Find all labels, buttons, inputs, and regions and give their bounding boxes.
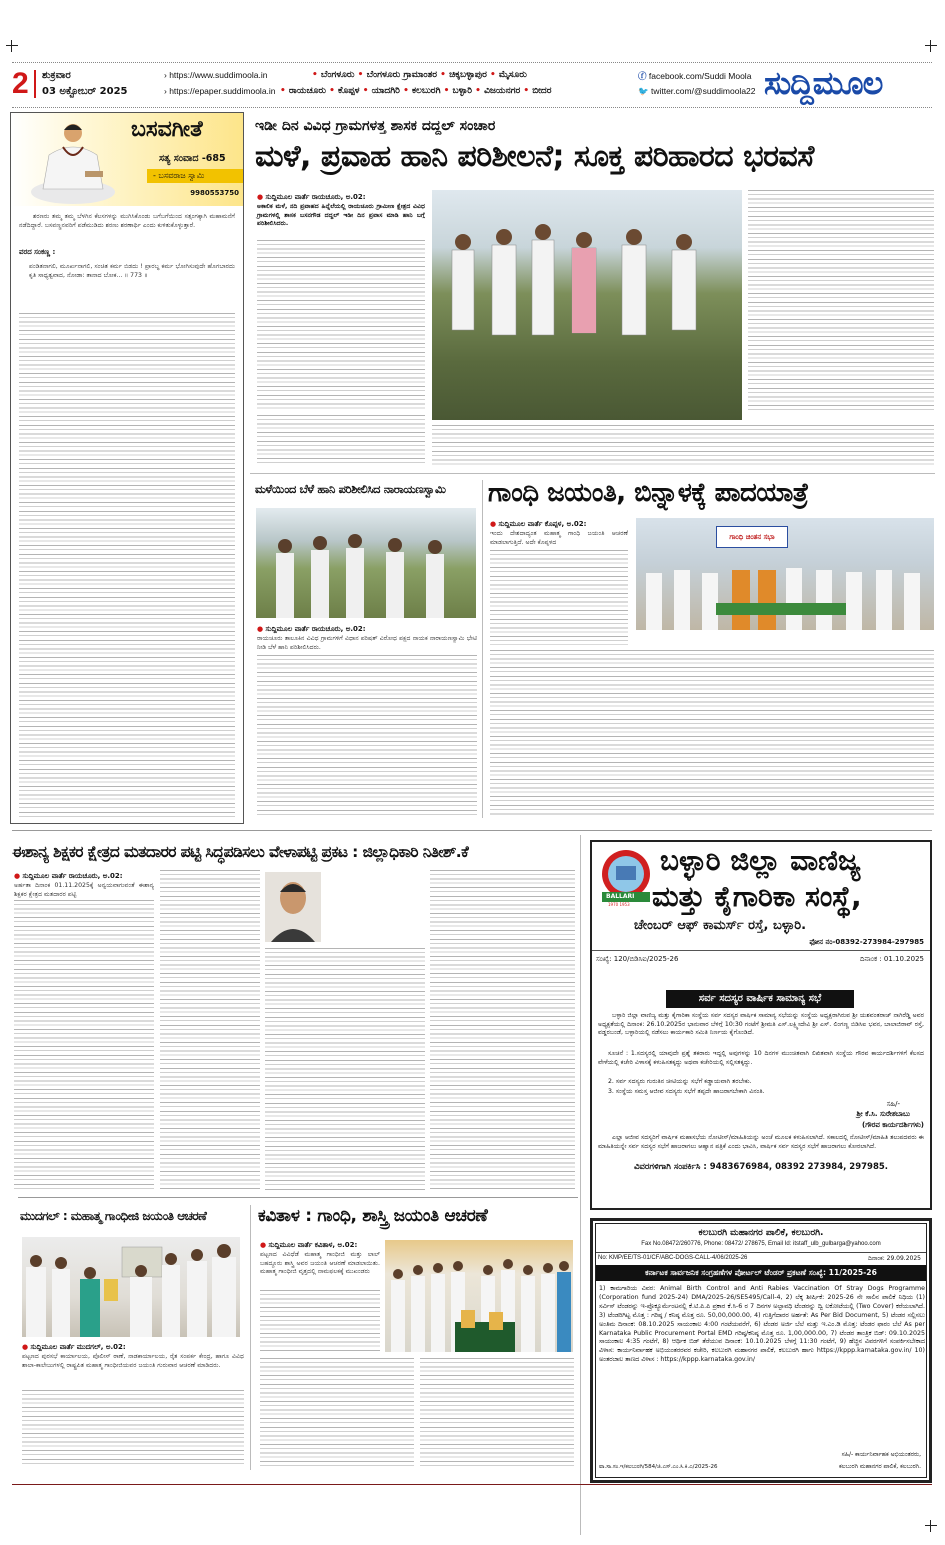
facebook-icon: ⓕ xyxy=(638,71,647,81)
tender-body: 1) ಕಾಮಗಾರಿಯ ವಿವರ: Animal Birth Control and Anti Rabies Vaccination Of Stray Dogs Programme (Corporation fund 2025-24) DMA/2025-26/SE5495/Call-4, 2) ಲೆಕ್ಕ ಶೀರ್ಷಿಕೆ: 2025-26 ನೇ ಸಾಲಿನ ಪಾಲಿಕೆ ನಿಧಿಯ (1) ಸರ್ವಿಸ್ ಟೆಂಡರನ್ನು ಇ-ಪ್ರೊಕ್ಯೂರ್ಮೆಂಟನಲ್ಲಿ ಕೆ.ಟಿ.ಪಿ.ಪಿ ಪ್ರಕಾರ ಕೆ.ಸಿ-6 ರ 7 ದಿನಗಳ ಅಲ್ಪಾವಧಿ ಟೆಂಡರನ್ನು ದ್ವಿ ಲಕೋಟೆಯಲ್ಲಿ (Two Cover) ಕರೆಯಲಾಗಿದೆ. 3) ಟೆಂಡರಿಗಿಟ್ಟ ಮೊತ್ತ : ಗರಿಷ್ಠ / ಕನಿಷ್ಠ ಮೊತ್ತ ರೂ. 50,00,000.00, 4) ಗುತ್ತಿಗೆದಾರರ ಅರ್ಹತೆ: As Per Bid Document, 5) ಟೆಂಡರ ಸಲ್ಲಿಸಲು ಅಂತಿಮ ದಿನಾಂಕ: 08.10.2025 ಸಾಯಂಕಾಲ 4:00 ಗಂಟೆಯವರೆಗೆ, 6) ಟೆಂಡರ ಅರ್ಜಿ ಬೆಲೆ ಮತ್ತು ಇ.ಎಂ.ಡಿ ಮೊತ್ತ: ಟೆಂಡರ ಫಾರಂ ಬೆಲೆ As per Karnataka Public Procurement Portal EMD ಗರಿಷ್ಠ/ಕನಿಷ್ಠ ಮೊತ್ತ ರೂ. 1,00,000.00, 7) ಟೆಂಡರ ತಾಂತ್ರಿಕ ಬಿಡ್: 09.10.2025 ಸಾಯಂಕಾಲ 4:35 ಗಂಟೆಗೆ, 8) ಆರ್ಥಿಕ ಬಿಡ್ ತೆರೆಯುವ ದಿನಾಂಕ: 10.10.2025 ಬೆಳಗ್ಗೆ 11:30 ಗಂಟೆಗೆ, 9) ಹೆಚ್ಚಿನ ವಿವರಗಳಿಗೆ ಸಂಪರ್ಕಿಸಬೇಕಾದ ವಿಳಾಸ: ಕಾರ್ಯನಿರ್ವಾಹಕ ಅಭಿಯಂತರರವರ ಕಚೇರಿ, ಕಲಬುರಗಿ ಮಹಾನಗರ ಪಾಲಿಕೆ, ಕಲಬುರಗಿ ಹಾಗು https://kppp.karnataka.gov.in/ 10) ಅಂತರಜಾಲ ತಾಣದ ವಿಳಾಸ : https://kppp.karnataka.gov.in/ xyxy=(599,1285,925,1364)
saint-illustration xyxy=(23,117,123,205)
tender-sign-2: ಕಲಬುರಗಿ ಮಹಾನಗರ ಪಾಲಿಕೆ, ಕಲಬುರಗಿ. xyxy=(838,1463,921,1470)
photo-people xyxy=(432,190,742,420)
story2-body-text xyxy=(257,655,477,815)
brand-logo: ಸುದ್ದಿಮೂಲ xyxy=(764,64,883,102)
story5-lede: ಪಟ್ಟಣದ ಪುರಸಭೆ ಕಾರ್ಯಾಲಯ, ಪೊಲೀಸ್ ಠಾಣೆ, ನಾಡಕಾರ್ಯಾಲಯ, ರೈತ ಸಂಪರ್ಕ ಕೇಂದ್ರ, ಹಾಗೂ ವಿವಿಧ ಶಾಲಾ-ಕಾಲೇಜುಗಳಲ್ಲಿ ರಾಷ್ಟ್ರಪಿತ ಮಹಾತ್ಮ ಗಾಂಧೀಜಿಯವರ ಜಯಂತಿ ಗುರುವಾರ ಆಚರಣೆ ಮಾಡಿದರು. xyxy=(22,1353,244,1369)
column-title: ಬಸವಗೀತೆ xyxy=(131,117,203,142)
story3-photo xyxy=(636,518,934,630)
photo-people xyxy=(22,1237,240,1337)
ad-contact: ವಿವರಗಳಿಗಾಗಿ ಸಂಪರ್ಕಿಸಿ : 9483676984, 08392 273984, 297985. xyxy=(633,1162,889,1172)
column-subtitle: ಸತ್ಯ ಸಂವಾದ -685 xyxy=(159,153,226,164)
story6-body-text xyxy=(260,1290,380,1352)
masthead xyxy=(12,66,932,104)
column-intro: ಶರಣರು ತಮ್ಮ ತಮ್ಮ ಬೆಳಗಿನ ಕೆಲಸಗಳನ್ನು ಮುಗಿಸಿಕೊಂಡು ಬಗೆಬಗೆಯಿಂದ ಸತ್ಸಂಗಕ್ಕಾಗಿ ಮಹಾಮನೆಗೆ ನಡೆದಿದ್ದಾರೆ. ಬಸವಣ್ಣನವರಿಗೆ ಪಡೆಮುಡಿದು ಶರಣು ಶರಣಾರ್ಥಿ ಎಂದು ಕುಳಿತುಕೊಳ್ಳುತ್ತಾರೆ. xyxy=(19,213,235,229)
ad-phone: ಫೋನ ನಂ-08392-273984-297985 xyxy=(809,938,924,946)
column-body-text xyxy=(19,313,235,818)
story6-photo xyxy=(385,1240,573,1352)
ad-address: ಚೇಂಬರ್ ಆಫ್ ಕಾಮರ್ಸ್ ರಸ್ತೆ, ಬಳ್ಳಾರಿ. xyxy=(634,918,807,933)
story4-headline: ಈಶಾನ್ಯ ಶಿಕ್ಷಕರ ಕ್ಷೇತ್ರದ ಮತದಾರರ ಪಟ್ಟಿ ಸಿದ್ಧಪಡಿಸಲು ವೇಳಾಪಟ್ಟಿ ಪ್ರಕಟ : ಜಿಲ್ಲಾಧಿಕಾರಿ ನಿತೀಶ್.ಕೆ xyxy=(12,843,469,861)
story4-body-col3 xyxy=(265,948,425,1190)
epaper-link[interactable]: › https://epaper.suddimoola.in xyxy=(164,86,276,96)
issue-day: ಶುಕ್ರವಾರ xyxy=(42,70,71,81)
story6-headline: ಕವಿತಾಳ : ಗಾಂಧಿ, ಶಾಸ್ತ್ರಿ ಜಯಂತಿ ಆಚರಣೆ xyxy=(258,1206,488,1226)
story2-photo xyxy=(256,508,476,618)
ad-ref-number: ಸಂಖ್ಯೆ: 120/ಬಿಡಿಸಿಐ/2025-26 xyxy=(596,955,679,963)
story4-lede: ಅರ್ಹತಾ ದಿನಾಂಕ 01.11.2025ಕ್ಕೆ ಅನ್ವಯವಾಗುವಂತೆ ಈಶಾನ್ಯ ಶಿಕ್ಷಕರ ಕ್ಷೇತ್ರದ ಮತದಾರರ ಪಟ್ಟಿ xyxy=(14,882,154,898)
column-author: - ಬಸವರಾಜ ಸ್ವಾಮಿ xyxy=(147,169,243,183)
story3-body-text xyxy=(490,550,628,645)
story3-byline: ● ಸುದ್ದಿಮೂಲ ವಾರ್ತೆ ಕೊಪ್ಪಳ, ಅ.02: xyxy=(490,520,587,528)
story4-body-col4 xyxy=(430,870,575,1190)
lead-body-bottom xyxy=(432,425,934,465)
lead-body-text-2 xyxy=(257,415,425,465)
portrait xyxy=(265,872,321,942)
kalaburagi-tender-ad xyxy=(590,1218,932,1483)
page-number-bar xyxy=(34,70,36,98)
ballari-chamber-ad xyxy=(590,840,932,1210)
story4-byline: ● ಸುದ್ದಿಮೂಲ ವಾರ್ತೆ ರಾಯಚೂರು, ಅ.02: xyxy=(14,872,123,880)
story2-byline: ● ಸುದ್ದಿಮೂಲ ವಾರ್ತೆ ರಾಯಚೂರು, ಅ.02: xyxy=(257,625,366,633)
divider xyxy=(596,1252,926,1253)
facebook-link[interactable]: ⓕ facebook.com/Suddi Moola xyxy=(638,71,752,81)
lead-lede: ಅಕಾಲಿಕ ಮಳೆ, ನದಿ ಪ್ರವಾಹದ ಹಿನ್ನೆಲೆಯಲ್ಲಿ ರಾಯಚೂರು ಗ್ರಾಮೀಣ ಕ್ಷೇತ್ರದ ವಿವಿಧ ಗ್ರಾಮಗಳಲ್ಲಿ ಶಾಸಕ ಬಸನಗೌಡ ದದ್ದಲ್ ಇಡೀ ದಿನ ಪ್ರವಾಸ ಮಾಡಿ ಹಾನಿ ಬಗ್ಗೆ ಪರಿಶೀಲಿಸಿದರು. xyxy=(257,203,425,228)
basava-column xyxy=(10,112,244,824)
author-phone: 9980553750 xyxy=(190,189,239,197)
ad-sign-1: ಸಹಿ/- xyxy=(886,1100,900,1108)
photo-people xyxy=(256,508,476,618)
divider xyxy=(18,1197,578,1198)
website-link[interactable]: › https://www.suddimoola.in xyxy=(164,70,268,80)
lead-body-continued xyxy=(748,190,934,412)
story6-body-col1 xyxy=(260,1358,414,1468)
ad-title-line1: ಬಳ್ಳಾರಿ ಜಿಲ್ಲಾ ವಾಣಿಜ್ಯ xyxy=(660,844,861,877)
logo-text: BALLARI xyxy=(606,893,635,900)
ad-note-3: 3. ಸಂಸ್ಥೆಯ ಸಮಸ್ತ ಆಜೀವ ಸದಸ್ಯರು ಸಭೆಗೆ ತಪ್ಪದೇ ಹಾಜರಾಗಬೇಕಾಗಿ ವಿನಂತಿ. xyxy=(608,1088,765,1095)
ad-sign-3: (ಗೌರವ ಕಾರ್ಯದರ್ಶಿಗಳು) xyxy=(862,1121,924,1129)
story6-byline: ● ಸುದ್ದಿಮೂಲ ವಾರ್ತೆ ಕವಿತಾಳ, ಅ.02: xyxy=(260,1241,358,1249)
tender-footer-ref: ವಾ.ಸಾ.ಸಂ.ಇ/ಕಲಬುರಗಿ/584/ಜಿ.ಎಸ್.ಎಂ.ಸಿ.ಕಿ.ಎ/2025-26 xyxy=(599,1464,718,1470)
story2-lede: ರಾಯಚೂರು ತಾಲೂಕಿನ ವಿವಿಧ ಗ್ರಾಮಗಳಿಗೆ ವಿಧಾನ ಪರಿಷತ್ ವಿರೋಧ ಪಕ್ಷದ ನಾಯಕ ನಾರಾಯಣಸ್ವಾಮಿ ಭೇಟಿ ನೀಡಿ ಬೆಳೆ ಹಾನಿ ಪರಿಶೀಲಿಸಿದರು. xyxy=(257,635,477,651)
story5-headline: ಮುದಗಲ್ : ಮಹಾತ್ಮ ಗಾಂಧೀಜಿ ಜಯಂತಿ ಆಚರಣೆ xyxy=(20,1209,207,1223)
lead-headline: ಮಳೆ, ಪ್ರವಾಹ ಹಾನಿ ಪರಿಶೀಲನೆ; ಸೂಕ್ತ ಪರಿಹಾರದ ಭರವಸೆ xyxy=(255,139,814,174)
photo-people xyxy=(385,1240,573,1352)
photo-banner: ಗಾಂಧಿ ಚಿಂತನ ಸಭಾ xyxy=(716,526,788,548)
basava-banner xyxy=(11,113,243,206)
divider xyxy=(12,830,932,831)
story3-lede: ಇಂದು ದೇಶದಾದ್ಯಂತ ಮಹಾತ್ಮ ಗಾಂಧಿ ಜಯಂತಿ ಆಚರಣೆ ಮಾಡಲಾಗುತ್ತಿದೆ. ಅದೇ ಕೊಪ್ಪಳದ xyxy=(490,530,628,546)
section-heading: ವರದ ಸಂಕಣ್ಣ : xyxy=(19,248,56,256)
story5-photo xyxy=(22,1237,240,1337)
ad-sign-2: ಶ್ರೀ ಕೆ.ಸಿ. ಸುರೇಶಬಾಬು xyxy=(856,1110,910,1118)
lead-byline: ● ಸುದ್ದಿಮೂಲ ವಾರ್ತೆ ರಾಯಚೂರು, ಅ.02: xyxy=(257,193,366,201)
tender-date: ದಿನಾಂಕ: 29.09.2025 xyxy=(868,1255,921,1262)
story6-body-col2 xyxy=(420,1358,574,1468)
story3-headline: ಗಾಂಧಿ ಜಯಂತಿ, ಬಿನ್ನಾಳಕ್ಕೆ ಪಾದಯಾತ್ರೆ xyxy=(488,478,809,508)
lead-body-text xyxy=(257,240,425,410)
twitter-link[interactable]: 🐦 twitter.com/@suddimoola22 xyxy=(638,86,756,96)
story5-byline: ● ಸುದ್ದಿಮೂಲ ವಾರ್ತೆ ಮುದಗಲ್, ಅ.02: xyxy=(22,1343,126,1351)
photo-people xyxy=(636,518,934,630)
story3-body-continued xyxy=(490,650,934,815)
ad-note-1: ಸೂಚನೆ : 1.ಸದಸ್ಯರಲ್ಲಿ ಯಾವುದೇ ಪ್ರಶ್ನೆ ತಕರಾರು ಇದ್ದಲ್ಲಿ ಅವುಗಳನ್ನು 10 ದಿನಗಳ ಮುಂಚಿತವಾಗಿ ಲಿಖಿತವಾಗಿ ಸಂಸ್ಥೆಯ ಗೌರವ ಕಾರ್ಯದರ್ಶಿಗಳಿಗೆ ಕೆಲಸದ ವೇಳೆಯಲ್ಲಿ ಕಚೇರಿ ವಿಳಾಸಕ್ಕೆ ಕಳುಹಿಸತಕ್ಕದ್ದು ಅಥವಾ ಕಚೇರಿಯಲ್ಲಿ ಸಲ್ಲಿಸತಕ್ಕದ್ದು. xyxy=(598,1050,924,1066)
story4-body-col2 xyxy=(160,870,260,1190)
tender-banner: ಕರ್ನಾಟಕ ಸಾರ್ವಜನಿಕ ಸಂಗ್ರಹಣೆಗಳ ಪೋರ್ಟಲ್ ಟೆಂಡರ್ ಪ್ರಕಟಣೆ ಸಂಖ್ಯೆ: 11/2025-26 xyxy=(596,1265,926,1281)
verse-text: ಪಂಡಿತನಾಗಲಿ, ಮೂರ್ಖನಾಗಲಿ, ಸಂಚಿತ ಕರ್ಮ ಬಿಡದು ! ಪ್ರಾರಬ್ಧ ಕರ್ಮ ಭೋಗಿಸುವುದೇ ಹೊಗಬಾರದು ಕೃತಿ ಸಾಧ್ಯತ್ವವಾದ, ನೋಡಾ: ತಾನಾದ ಬೋಕ... ॥ 773 ॥ xyxy=(29,263,235,279)
tender-title: ಕಲಬುರಗಿ ಮಹಾನಗರ ಪಾಲಿಕೆ, ಕಲಬುರಗಿ. xyxy=(698,1228,824,1238)
ad-title-line2: ಮತ್ತು ಕೈಗಾರಿಕಾ ಸಂಸ್ಥೆ, xyxy=(652,880,862,913)
ad-date: ದಿನಾಂಕ : 01.10.2025 xyxy=(859,955,924,963)
collector-portrait xyxy=(265,872,321,942)
story5-body-text xyxy=(22,1390,244,1465)
divider xyxy=(12,107,932,108)
lead-kicker: ಇಡೀ ದಿನ ವಿವಿಧ ಗ್ರಾಮಗಳತ್ತ ಶಾಸಕ ದದ್ದಲ್ ಸಂಚಾರ xyxy=(255,118,496,134)
city-list-row-2: • ರಾಯಚೂರು • ಕೊಪ್ಪಳ • ಯಾದಗಿರಿ • ಕಲಬುರಗಿ • ಬಳ್ಳಾರಿ • ವಿಜಯನಗರ • ಬೀದರ xyxy=(280,86,552,96)
divider xyxy=(250,1205,251,1470)
tender-contact: Fax No.08472/260776, Phone: 08472/ 278675, Email Id: itstaff_ulb_gulbarga@yahoo.com xyxy=(641,1241,881,1247)
twitter-icon: 🐦 xyxy=(638,86,649,96)
story2-headline: ಮಳೆಯಿಂದ ಬೆಳೆ ಹಾನಿ ಪರಿಶೀಲಿಸಿದ ನಾರಾಯಣಸ್ವಾಮಿ xyxy=(255,482,446,496)
divider xyxy=(482,480,483,818)
crop-mark xyxy=(925,40,937,52)
crop-mark xyxy=(6,40,18,52)
ad-note-2: 2. ಸರ್ವ ಸದಸ್ಯರು ಗುರುತಿನ ಚೀಟಿಯನ್ನು ಸಭೆಗೆ ಕಡ್ಡಾಯವಾಗಿ ತರಬೇಕು. xyxy=(608,1078,752,1085)
divider xyxy=(12,1484,932,1485)
story6-lede: ಪಟ್ಟಣದ ವಿವಿಧೆಡೆ ಮಹಾತ್ಮ ಗಾಂಧೀಜಿ ಮತ್ತು ಲಾಲ್ ಬಹದ್ದೂರು ಶಾಸ್ತ್ರಿ ಅವರ ಜಯಂತಿ ಆಚರಣೆ ಮಾಡಲಾಯಿತು. ಮಹಾತ್ಮ ಗಾಂಧೀಜಿ ವೃತ್ತದಲ್ಲಿ ನಾಮಫಲಕಕ್ಕೆ ಮುಖಂಡರು xyxy=(260,1251,380,1276)
crop-mark xyxy=(925,1520,937,1532)
tender-sign-1: ಸಹಿ/- ಕಾರ್ಯನಿರ್ವಾಹಕ ಅಭಿಯಂತರರು, xyxy=(841,1451,921,1458)
ad-banner: ಸರ್ವ ಸದಸ್ಯರ ವಾರ್ಷಿಕ ಸಾಮಾನ್ಯ ಸಭೆ xyxy=(666,990,854,1008)
lead-photo xyxy=(432,190,742,420)
divider xyxy=(12,62,932,63)
divider xyxy=(592,950,930,951)
tender-ref-number: No: KMP/EE/TS-01/CF/ABC-DOGS-CALL-4/06/2025-26 xyxy=(598,1255,748,1261)
ad-footer-note: ಎಲ್ಲಾ ಆಜೀವ ಸದಸ್ಯರಿಗೆ ವಾರ್ಷಿಕ ಮಹಾಸಭೆಯ ನೋಟೀಸ್/ಮಾಹಿತಿಯನ್ನು ಅಂಚೆ ಮೂಲಕ ಕಳುಹಿಸಲಾಗಿದೆ. ಸಕಾಲದಲ್ಲಿ ನೋಟೀಸ್/ಮಾಹಿತಿ ತಲುಪದವರು ಈ ಮಾಹಿತಿಯನ್ನೇ ಸರ್ವ ಸದಸ್ಯರ ಸಭೆಗೆ ಹಾಜರಾಗಲು ಆಹ್ವಾನ ಪತ್ರಿಕೆ ಎಂದು ಭಾವಿಸಿ, ವಾರ್ಷಿಕ ಸರ್ವ ಸದಸ್ಯರ ಸಭೆಗೆ ಹಾಜರಾಗಲು ಕೋರಲಾಗಿದೆ. xyxy=(598,1134,924,1150)
issue-date: 03 ಅಕ್ಟೋಬರ್ 2025 xyxy=(42,86,128,97)
logo-year: 1970 1953 xyxy=(608,902,630,907)
ad-body: ಬಳ್ಳಾರಿ ಜಿಲ್ಲಾ ವಾಣಿಜ್ಯ ಮತ್ತು ಕೈಗಾರಿಕಾ ಸಂಸ್ಥೆಯ ಸರ್ವ ಸದಸ್ಯರ ವಾರ್ಷಿಕ ಸಾಮಾನ್ಯ ಸಭೆಯನ್ನು ಸಂಸ್ಥೆಯ ಅಧ್ಯಕ್ಷರಾಗಿರುವ ಶ್ರೀ ಯಶವಂತರಾಜ್ ನಾಗಿರೆಡ್ಡಿ ಅವರ ಅಧ್ಯಕ್ಷತೆಯಲ್ಲಿ ದಿನಾಂಕ: 26.10.2025ರ ಭಾನುವಾರ ಬೆಳಿಗ್ಗೆ 10:30 ಗಂಟೆಗೆ ಶ್ರೀಮತಿ ಎಸ್.ಲಕ್ಷ್ಮೀದೇವಿ ಶ್ರೀ ಎಸ್. ಲಿಂಗಣ್ಣ ಬಿಡಿಸಿಐ ಭವನ, ಬಾಲಾಜಿರಾವ್ ರಸ್ತೆ, ವಡ್ಡರಬಂಡೆ, ಬಳ್ಳಾರಿಯಲ್ಲಿ ನಡೆಸಲು ಕಾರ್ಯಕಾರಿ ಸಮಿತಿ ನಿರ್ಣಯ ಕೈಗೊಂಡಿದೆ. xyxy=(598,1012,924,1037)
divider xyxy=(250,473,935,474)
page-number: 2 xyxy=(12,67,29,100)
divider xyxy=(580,835,581,1535)
story4-body-col1 xyxy=(14,900,154,1190)
city-list-row-1: • ಬೆಂಗಳೂರು • ಬೆಂಗಳೂರು ಗ್ರಾಮಾಂತರ • ಚಿಕ್ಕಬಳ್ಳಾಪುರ • ಮೈಸೂರು xyxy=(312,70,527,80)
